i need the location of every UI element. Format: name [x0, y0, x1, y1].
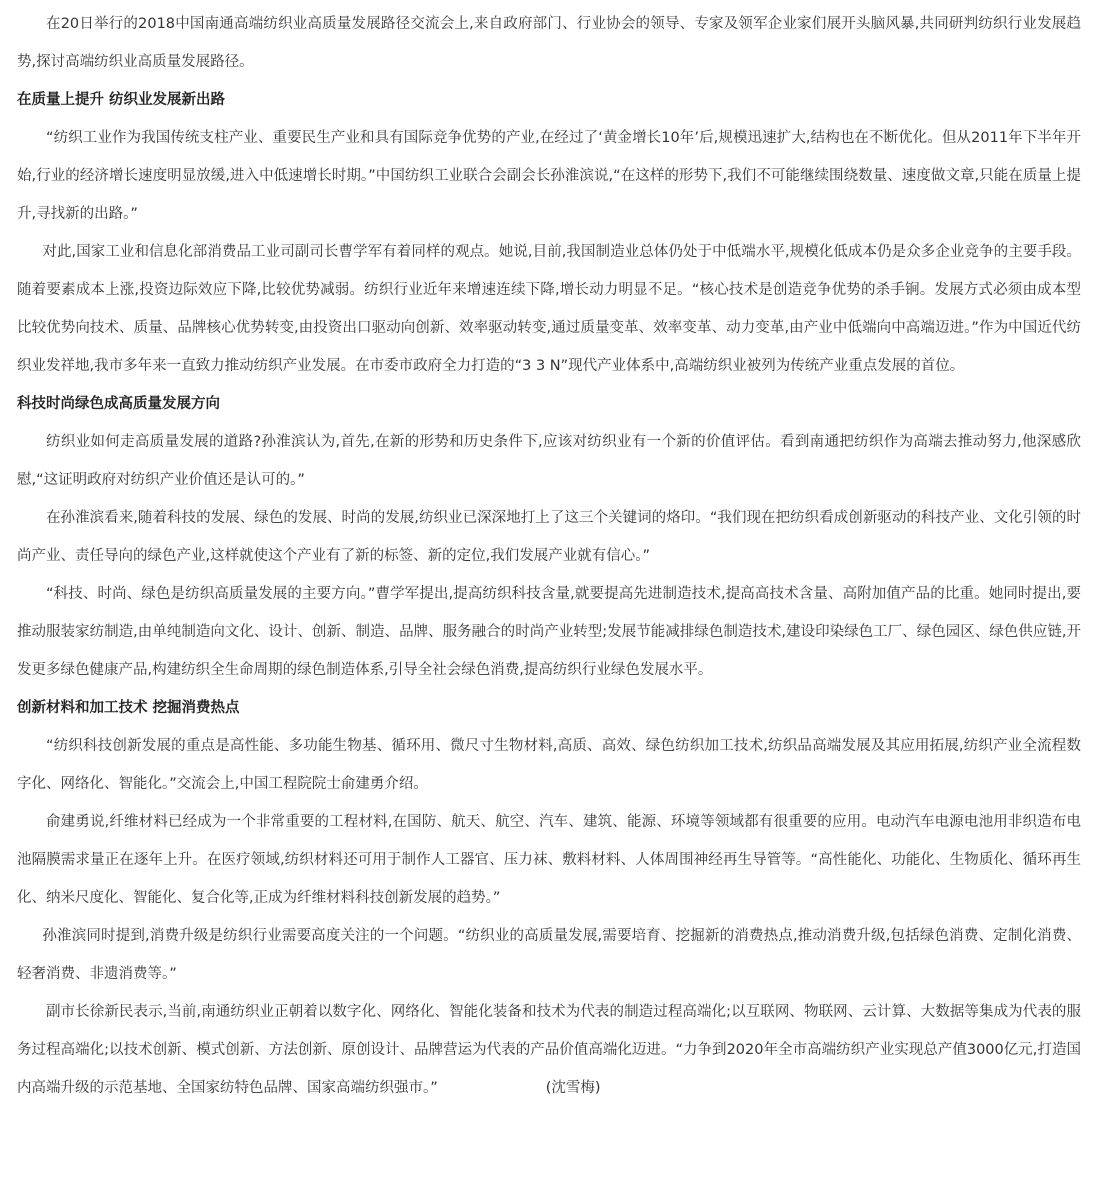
article-paragraph: 对此,国家工业和信息化部消费品工业司副司长曹学军有着同样的观点。她说,目前,我国制造业总体仍处于中低端水平,规模化低成本仍是众多企业竞争的主要手段。随着要素成本上涨,投资边际效应下降,比较优势减弱。纺织行业近年来增速连续下降,增长动力明显不足。“核心技术是创造竞争优势的杀手锏。发展方式必须由成本型比较优势向技术、质量、品牌核心优势转变,由投资出口驱动向创新、效率驱动转变,通过质量变革、效率变革、动力变革,由产业中低端向中高端迈进。”作为中国近代纺织业发祥地,我市多年来一直致力推动纺织产业发展。在市委市政府全力打造的“3 3 N”现代产业体系中,高端纺织业被列为传统产业重点发展的首位。 — [17, 244, 1081, 374]
article-paragraph-closing — [17, 993, 1081, 1107]
section-heading-quality: 在质量上提升 纺织业发展新出路 — [17, 92, 226, 108]
section-heading-direction: 科技时尚绿色成高质量发展方向 — [17, 396, 220, 412]
article-paragraph: 俞建勇说,纤维材料已经成为一个非常重要的工程材料,在国防、航天、航空、汽车、建筑、能源、环境等领域都有很重要的应用。电动汽车电源电池用非织造布电池隔膜需求量正在逐年上升。在医疗领域,纺织材料还可用于制作人工器官、压力袜、敷料材料、人体周围神经再生导管等。“高性能化、功能化、生物质化、循环再生化、纳米尺度化、智能化、复合化等,正成为纤维材料科技创新发展的趋势。” — [17, 814, 1081, 906]
article-paragraph: “纺织工业作为我国传统支柱产业、重要民生产业和具有国际竞争优势的产业,在经过了‘黄金增长10年’后,规模迅速扩大,结构也在不断优化。但从2011年下半年开始,行业的经济增长速度明显放缓,进入中低速增长时期。”中国纺织工业联合会副会长孙淮滨说,“在这样的形势下,我们不可能继续围绕数量、速度做文章,只能在质量上提升,寻找新的出路。” — [17, 130, 1081, 222]
article-paragraph: 纺织业如何走高质量发展的道路?孙淮滨认为,首先,在新的形势和历史条件下,应该对纺织业有一个新的价值评估。看到南通把纺织作为高端去推动努力,他深感欣慰,“这证明政府对纺织产业价值还是认可的。” — [17, 434, 1081, 488]
article-paragraph: 在孙淮滨看来,随着科技的发展、绿色的发展、时尚的发展,纺织业已深深地打上了这三个关键词的烙印。“我们现在把纺织看成创新驱动的科技产业、文化引领的时尚产业、责任导向的绿色产业,这样就使这个产业有了新的标签、新的定位,我们发展产业就有信心。” — [17, 510, 1081, 564]
author-byline: (沈雪梅) — [545, 1080, 601, 1096]
article-paragraph: 孙淮滨同时提到,消费升级是纺织行业需要高度关注的一个问题。“纺织业的高质量发展,需要培育、挖掘新的消费热点,推动消费升级,包括绿色消费、定制化消费、轻奢消费、非遗消费等。” — [17, 928, 1081, 982]
article-paragraph: “纺织科技创新发展的重点是高性能、多功能生物基、循环用、微尺寸生物材料,高质、高效、绿色纺织加工技术,纺织品高端发展及其应用拓展,纺织产业全流程数字化、网络化、智能化。”交流会上,中国工程院院士俞建勇介绍。 — [17, 738, 1081, 792]
article-paragraph-intro: 在20日举行的2018中国南通高端纺织业高质量发展路径交流会上,来自政府部门、行业协会的领导、专家及领军企业家们展开头脑风暴,共同研判纺织行业发展趋势,探讨高端纺织业高质量发展路径。 — [17, 16, 1081, 70]
closing-text: 副市长徐新民表示,当前,南通纺织业正朝着以数字化、网络化、智能化装备和技术为代表的制造过程高端化;以互联网、物联网、云计算、大数据等集成为代表的服务过程高端化;以技术创新、模式创新、方法创新、原创设计、品牌营运为代表的产品价值高端化迈进。“力争到2020年全市高端纺织产业实现总产值3000亿元,打造国内高端升级的示范基地、全国家纺特色品牌、国家高端纺织强市。” — [17, 1004, 1081, 1096]
article-paragraph: “科技、时尚、绿色是纺织高质量发展的主要方向。”曹学军提出,提高纺织科技含量,就要提高先进制造技术,提高高技术含量、高附加值产品的比重。她同时提出,要推动服装家纺制造,由单纯制造向文化、设计、创新、制造、品牌、服务融合的时尚产业转型;发展节能减排绿色制造技术,建设印染绿色工厂、绿色园区、绿色供应链,开发更多绿色健康产品,构建纺织全生命周期的绿色制造体系,引导全社会绿色消费,提高纺织行业绿色发展水平。 — [17, 586, 1081, 678]
section-heading-materials: 创新材料和加工技术 挖掘消费热点 — [17, 700, 240, 716]
